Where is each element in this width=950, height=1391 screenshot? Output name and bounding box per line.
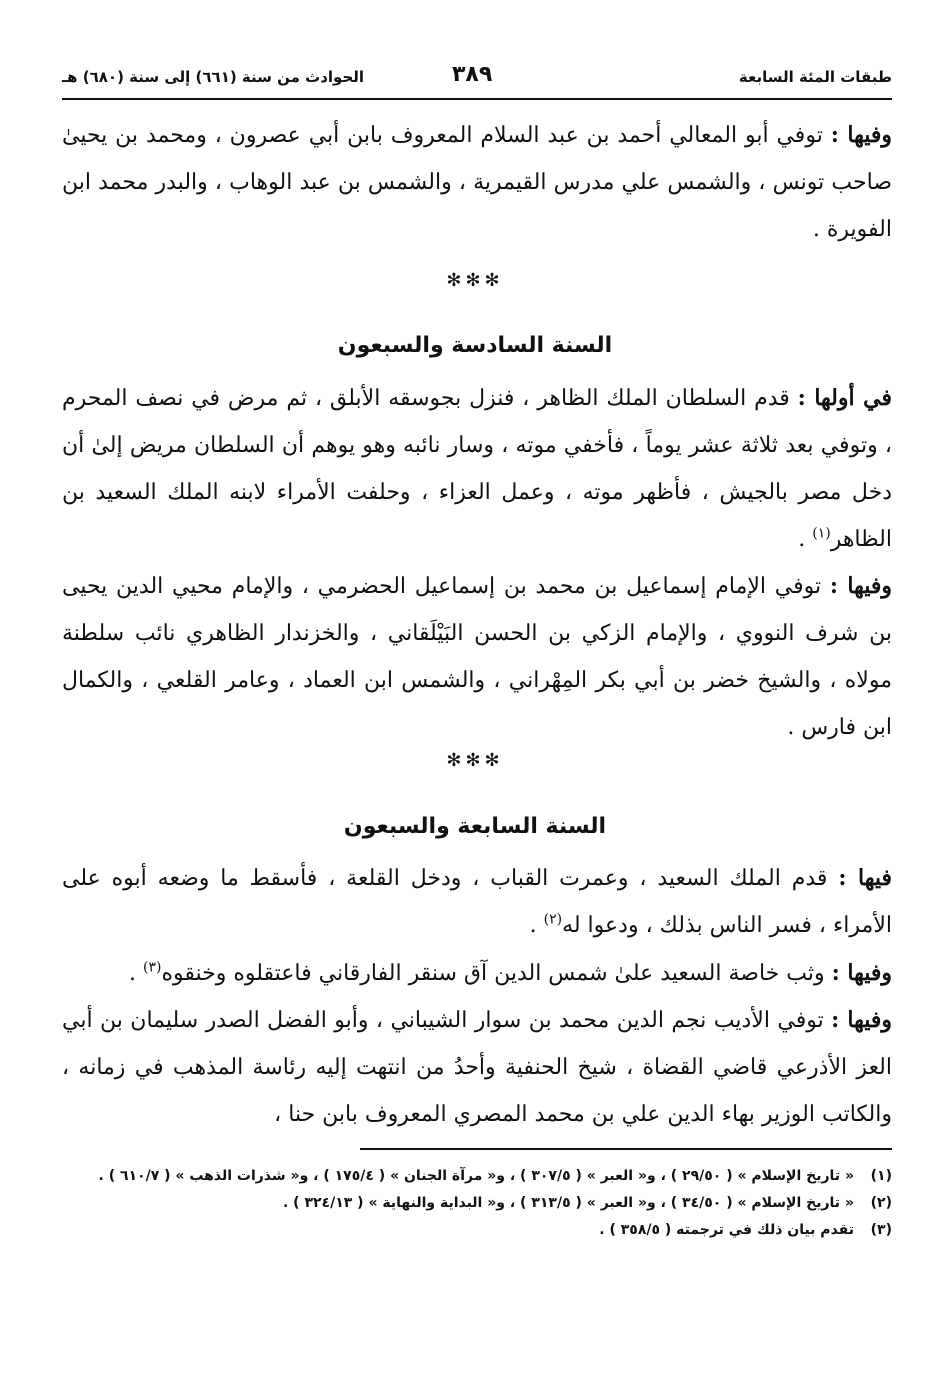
running-header <box>62 62 892 94</box>
section-separator-stars: ✻✻✻ <box>446 270 504 291</box>
footnote-text: تقدم بيان ذلك في ترجمته ( ٣٥٨/٥ ) . <box>599 1222 854 1238</box>
footnote-marker: (١) <box>812 525 831 542</box>
footnote-number: (٣) <box>870 1222 892 1238</box>
footnote-marker: (٣) <box>143 959 162 976</box>
section-title-year-77: السنة السابعة والسبعون <box>343 814 607 839</box>
paragraph-lead: وفيها : <box>831 960 892 986</box>
paragraph-2 <box>62 375 892 563</box>
page-number: ٣٨٩ <box>452 62 493 87</box>
header-divider <box>62 98 892 100</box>
paragraph-text: قدم السلطان الملك الظاهر ، فنزل بجوسقه الأبلق ، ثم مرض في نصف المحرم ، وتوفي بعد ثلاثة عشر يوماً ، فأخفي موته ، وسار نائبه وهو يوهم أن السلطان مريض إلىٰ أن دخل مصر بالجيش ، فأظهر موته ، وعمل العزاء ، وحلفت الأمراء لابنه الملك السعيد بن الظاهر <box>62 386 892 552</box>
section-separator-stars: ✻✻✻ <box>446 750 504 771</box>
paragraph-5 <box>62 950 892 997</box>
paragraph-4 <box>62 855 892 949</box>
header-chapter-range: الحوادث من سنة (٦٦١) إلى سنة (٦٨٠) هـ <box>62 68 365 86</box>
footnote-text: « تاريخ الإسلام » ( ٣٤/٥٠ ) ، و« العبر » ( ٣١٣/٥ ) ، و« البداية والنهاية » ( ٣٢٤/١٣ ) . <box>282 1195 854 1211</box>
paragraph-lead: وفيها : <box>830 122 892 148</box>
section-title-year-76: السنة السادسة والسبعون <box>337 333 613 358</box>
footnote <box>62 1190 892 1217</box>
paragraph-lead: فيها : <box>838 865 893 891</box>
footnotes <box>62 1163 892 1244</box>
paragraph-text: توفي الأديب نجم الدين محمد بن سوار الشيباني ، وأبو الفضل الصدر سليمان بن أبي العز الأذرعي قاضي القضاة ، شيخ الحنفية وأحدُ من انتهت إليه رئاسة المذهب في زمانه ، والكاتب الوزير بهاء الدين علي بن محمد المصري المعروف بابن حنا ، <box>62 1008 892 1127</box>
paragraph-lead: وفيها : <box>831 1007 893 1033</box>
paragraph-lead: في أولها : <box>797 385 892 411</box>
paragraph-1 <box>62 112 892 253</box>
footnote-number: (١) <box>870 1168 892 1184</box>
paragraph-text: توفي أبو المعالي أحمد بن عبد السلام المعروف بابن أبي عصرون ، ومحمد بن يحيىٰ صاحب تونس ، والشمس علي مدرس القيمرية ، والشمس بن عبد الوهاب ، والبدر محمد ابن الفويرة . <box>62 123 892 242</box>
footnote-text: « تاريخ الإسلام » ( ٢٩/٥٠ ) ، و« العبر » ( ٣٠٧/٥ ) ، و« مرآة الجنان » ( ١٧٥/٤ ) ، و« شذرات الذهب » ( ٦١٠/٧ ) . <box>98 1168 854 1184</box>
paragraph-tail: . <box>798 527 813 552</box>
paragraph-text: قدم الملك السعيد ، وعمرت القباب ، ودخل القلعة ، فأسقط ما وضعه أبوه على الأمراء ، فسر الناس بذلك ، ودعوا له <box>62 866 892 938</box>
footnote <box>62 1217 892 1244</box>
paragraph-6 <box>62 997 892 1138</box>
footnote-divider <box>360 1148 892 1150</box>
paragraph-lead: وفيها : <box>829 573 892 599</box>
paragraph-text: توفي الإمام إسماعيل بن محمد بن إسماعيل الحضرمي ، والإمام محيي الدين يحيى بن شرف النووي ، والإمام الزكي بن الحسن البَيْلَقاني ، والخزندار الظاهري نائب سلطنة مولاه ، والشيخ خضر بن أبي بكر المِهْراني ، والشمس ابن العماد ، وعامر القلعي ، والكمال ابن فارس . <box>62 574 892 740</box>
header-book-title: طبقات المئة السابعة <box>738 68 892 86</box>
footnote <box>62 1163 892 1190</box>
paragraph-tail: . <box>129 961 143 986</box>
paragraph-text: وثب خاصة السعيد علىٰ شمس الدين آق سنقر الفارقاني فاعتقلوه وخنقوه <box>161 961 832 986</box>
paragraph-3 <box>62 563 892 751</box>
footnote-marker: (٢) <box>543 911 563 928</box>
paragraph-tail: . <box>529 913 544 938</box>
footnote-number: (٢) <box>870 1195 892 1211</box>
